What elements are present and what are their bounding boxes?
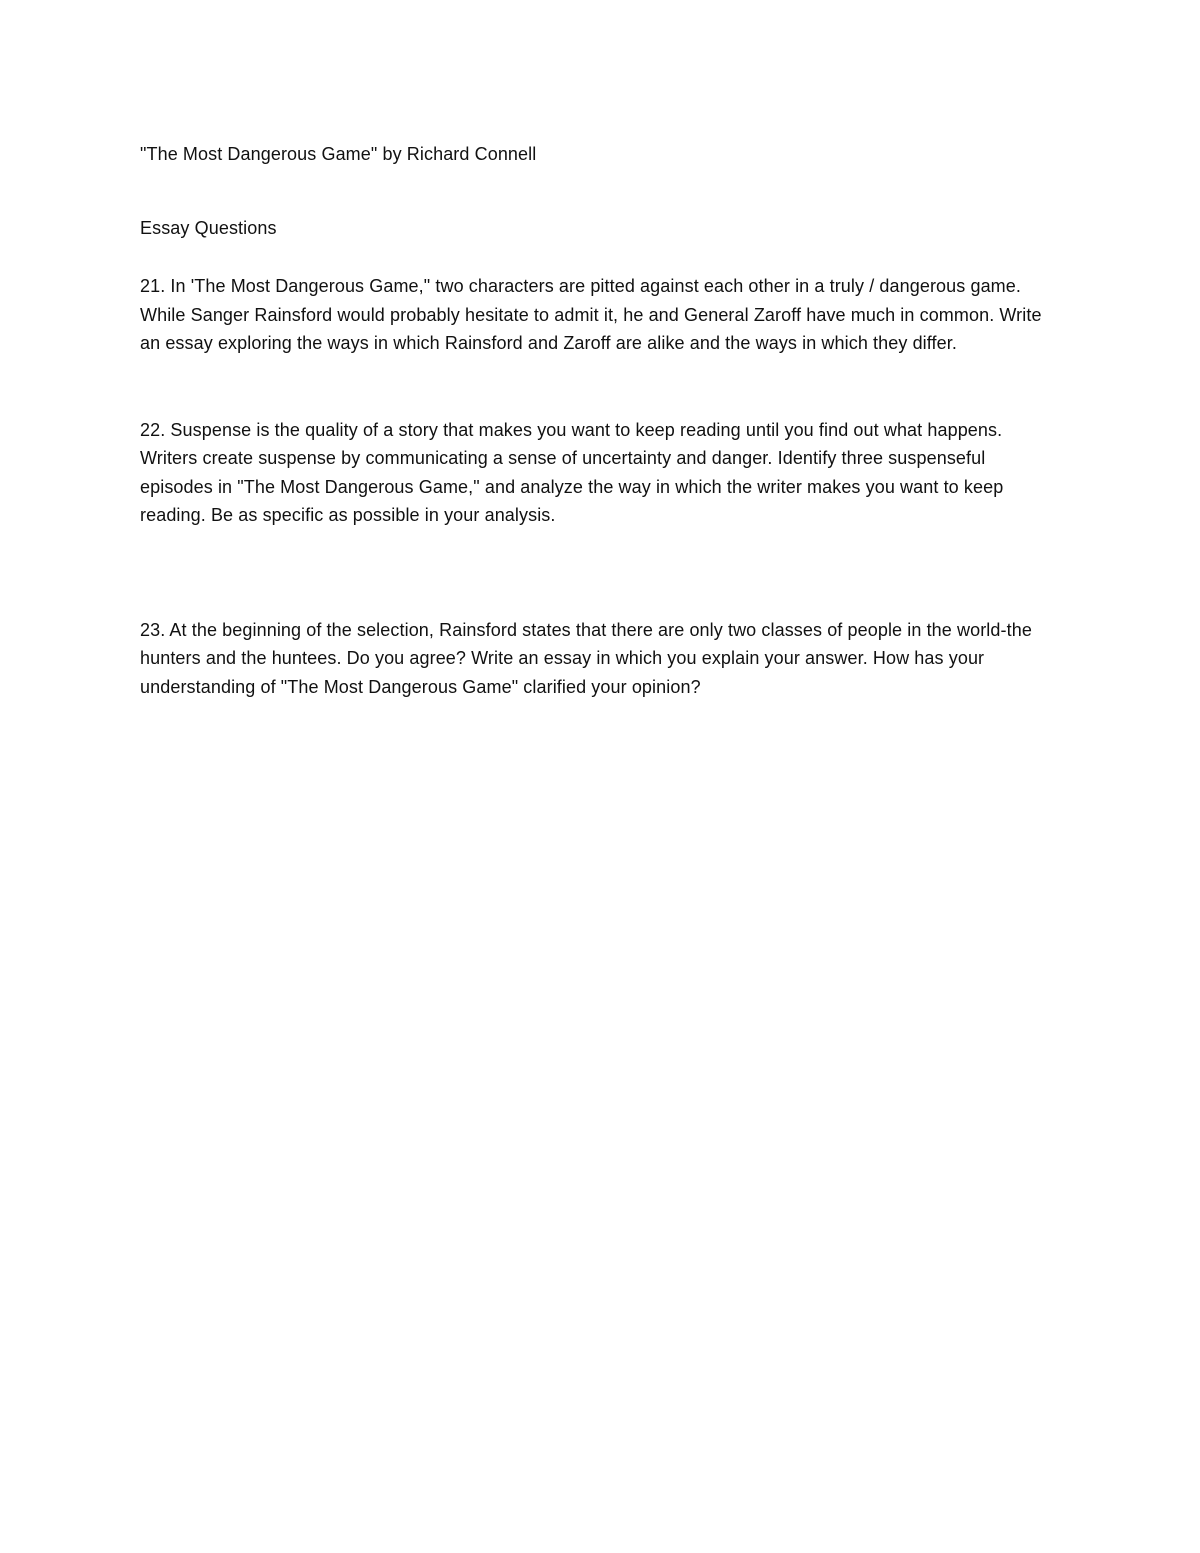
essay-question-23: 23. At the beginning of the selection, Rainsford states that there are only two classes of people in the world-the hunters and the huntees. Do you agree? Write an essay in which you explain your answer. How has your understanding of "The Most Dangerous Game" clarified your opinion? — [140, 619, 1032, 697]
essay-question-21: 21. In 'The Most Dangerous Game," two characters are pitted against each other in a truly / dangerous game. While Sanger Rainsford would probably hesitate to admit it, he and General Zaroff have much in common. Write an essay exploring the ways in which Rainsford and Zaroff are alike and the ways in which they differ. — [140, 276, 1042, 353]
document-body — [140, 140, 1060, 701]
document-title: "The Most Dangerous Game" by Richard Connell — [140, 144, 537, 164]
essay-question-22: 22. Suspense is the quality of a story that makes you want to keep reading until you find out what happens. Writers create suspense by communicating a sense of uncertainty and danger. Identify three suspenseful episodes in "The Most Dangerous Game," and analyze the way in which the writer makes you want to keep reading. Be as specific as possible in your analysis. — [140, 419, 1004, 525]
section-heading-essay-questions: Essay Questions — [140, 217, 277, 238]
